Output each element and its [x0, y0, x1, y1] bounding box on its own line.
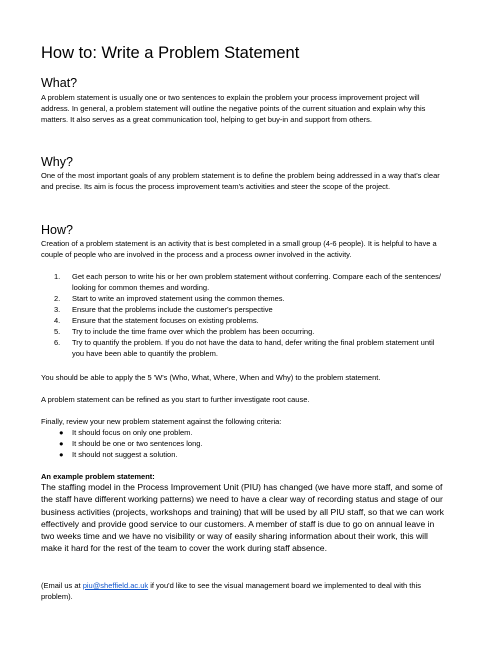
- list-item: 6. Try to quantify the problem. If you do not have the data to hand, defer writing the final problem statement until you have been able to quantify the problem.: [54, 338, 435, 358]
- list-item: 5. Try to include the time frame over which the problem has been occurring.: [54, 327, 315, 336]
- list-item: ● It should not suggest a solution.: [59, 450, 178, 459]
- section-text-what: A problem statement is usually one or two sentences to explain the problem your process improvement project will address. In general, a problem statement will outline the negative points of the current situation and explain why this matters. It also serves as a great communication tool, helping to get buy-in and support from others.: [41, 93, 426, 124]
- section-heading-what: What?: [41, 76, 78, 90]
- five-ws-text: You should be able to apply the 5 'W's (Who, What, Where, When and Why) to the problem statement.: [41, 373, 381, 382]
- example-text: The staffing model in the Process Improvement Unit (PIU) has changed (we have more staff, and some of the staff have different working patterns) we need to have a clear way of recording status and stage of our business activities (projects, workshops and training) that will be used by all PIU staff, so that we can work effectively and provide good service to our customers. A member of staff is due to go on annual leave in two weeks time and we have no visibility or way of easily sharing information about their work, this will make it hard for the rest of the team to cover the work during staff absence.: [41, 482, 444, 554]
- footer-note: (Email us at piu@sheffield.ac.uk if you'd like to see the visual management board we implemented to deal with this problem).: [41, 581, 421, 601]
- list-item: 4. Ensure that the statement focuses on existing problems.: [54, 316, 259, 325]
- email-link[interactable]: piu@sheffield.ac.uk: [82, 581, 149, 590]
- list-item: ● It should focus on only one problem.: [59, 428, 193, 437]
- section-text-how-intro: Creation of a problem statement is an activity that is best completed in a small group (4-6 people). It is helpful to have a couple of people who are involved in the process and a process owner involved in the activity.: [41, 239, 437, 259]
- list-item: ● It should be one or two sentences long.: [59, 439, 203, 448]
- criteria-intro: Finally, review your new problem statement against the following criteria:: [41, 417, 282, 426]
- steps-list: [41, 271, 446, 359]
- section-heading-how: How?: [41, 223, 73, 237]
- section-text-why: One of the most important goals of any problem statement is to define the problem being addressed in a way that's clear and precise. Its aim is focus the process improvement team's activities and steer the scope of the project.: [41, 171, 440, 191]
- list-item: 2. Start to write an improved statement using the common themes.: [54, 294, 285, 303]
- list-item: 1. Get each person to write his or her own problem statement without conferring. Compare each of the sentences/ looking for common themes and wording.: [54, 272, 441, 292]
- list-item: 3. Ensure that the problems include the customer's perspective: [54, 305, 273, 314]
- criteria-list: [41, 427, 446, 460]
- section-heading-why: Why?: [41, 155, 73, 169]
- refine-text: A problem statement can be refined as you start to further investigate root cause.: [41, 395, 310, 404]
- page-title: How to: Write a Problem Statement: [41, 44, 300, 62]
- example-heading: An example problem statement:: [41, 472, 155, 481]
